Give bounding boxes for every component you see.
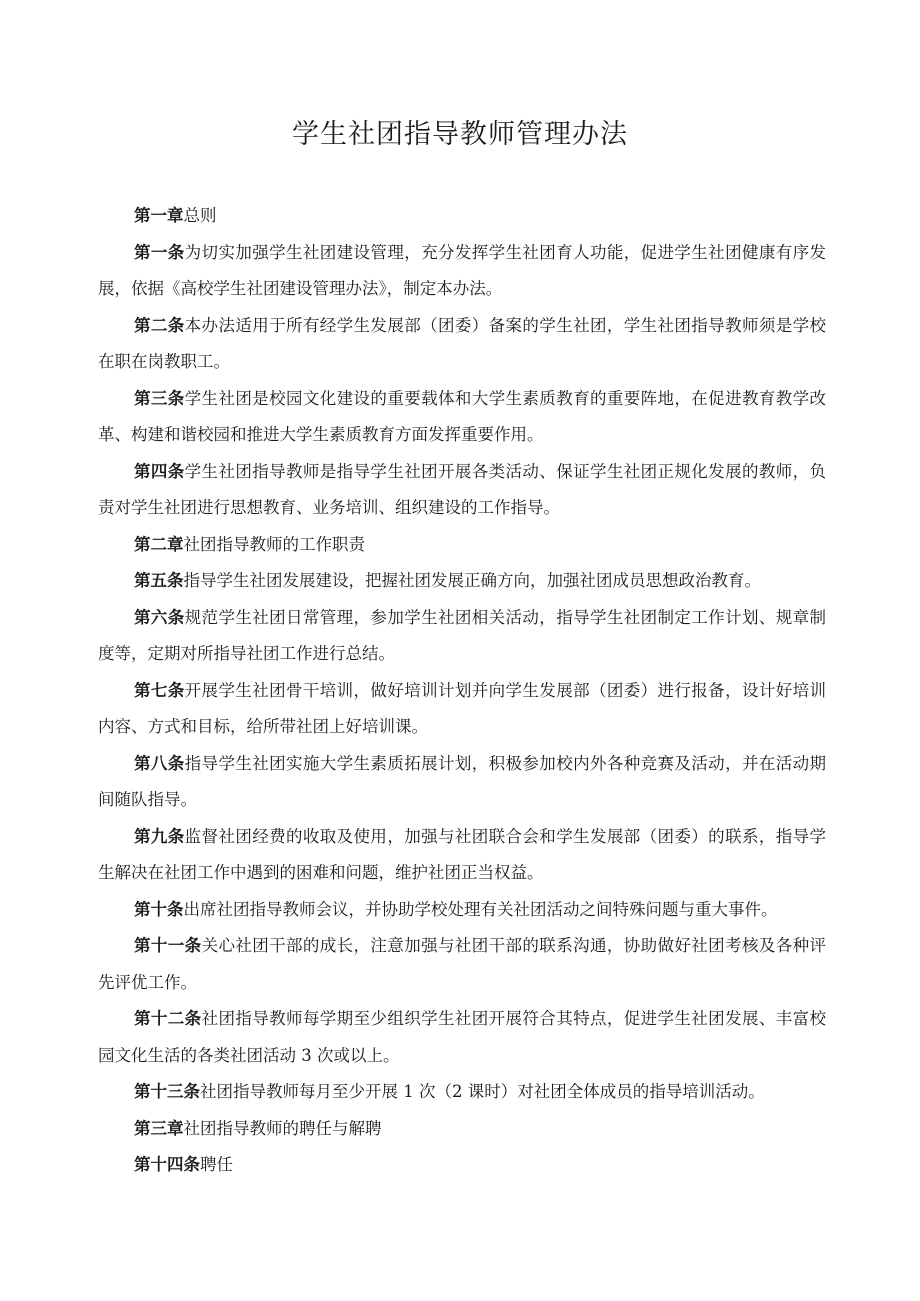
chapter-2-heading [98, 527, 826, 564]
paragraph-text: 开展学生社团骨干培训，做好培训计划并向学生发展部（团委）进行报备，设计好培训内容、方式和目标，给所带社团上好培训课。 [98, 680, 827, 736]
paragraph-text: 总则 [183, 206, 217, 225]
article-4 [98, 454, 826, 527]
paragraph-text: 社团指导教师的聘任与解聘 [183, 1118, 382, 1138]
article-1 [98, 235, 826, 308]
paragraph-text: 社团指导教师每月至少开展 1 次（2 课时）对社团全体成员的指导培训活动。 [200, 1082, 765, 1101]
paragraph-label: 第十二条 [134, 1009, 202, 1028]
paragraph-text: 指导学生社团实施大学生素质拓展计划，积极参加校内外各种竞赛及活动，并在活动期间随队指导。 [98, 753, 827, 809]
article-5 [98, 563, 826, 600]
article-14 [98, 1147, 826, 1184]
article-7 [98, 673, 826, 746]
paragraph-text: 学生社团是校园文化建设的重要载体和大学生素质教育的重要阵地，在促进教育教学改革、构建和谐校园和推进大学生素质教育方面发挥重要作用。 [98, 388, 827, 444]
paragraph-label: 第八条 [134, 753, 185, 773]
article-9 [98, 819, 826, 892]
paragraph-text: 指导学生社团发展建设，把握社团发展正确方向，加强社团成员思想政治教育。 [183, 571, 761, 590]
paragraph-text: 为切实加强学生社团建设管理，充分发挥学生社团育人功能，促进学生社团健康有序发展，依据《高校学生社团建设管理办法》，制定本办法。 [98, 242, 827, 298]
paragraph-text: 规范学生社团日常管理，参加学生社团相关活动，指导学生社团制定工作计划、规章制度等，定期对所指导社团工作进行总结。 [98, 607, 827, 663]
article-13 [98, 1074, 826, 1111]
paragraph-label: 第一条 [134, 242, 185, 262]
paragraph-text: 聘任 [200, 1155, 233, 1174]
paragraph-label: 第二章 [134, 534, 184, 554]
document-body [98, 198, 826, 1184]
paragraph-text: 监督社团经费的收取及使用，加强与社团联合会和学生发展部（团委）的联系，指导学生解决在社团工作中遇到的困难和问题，维护社团正当权益。 [98, 826, 827, 882]
article-11 [98, 928, 826, 1001]
paragraph-text: 社团指导教师的工作职责 [183, 534, 365, 554]
paragraph-label: 第三条 [134, 388, 185, 408]
paragraph-label: 第三章 [134, 1118, 184, 1138]
paragraph-label: 第二条 [134, 315, 185, 335]
article-8 [98, 746, 826, 819]
paragraph-label: 第九条 [134, 826, 185, 846]
paragraph-label: 第六条 [134, 607, 185, 627]
paragraph-label: 第五条 [134, 571, 184, 590]
chapter-3-heading [98, 1111, 826, 1148]
article-10 [98, 892, 826, 929]
paragraph-text: 本办法适用于所有经学生发展部（团委）备案的学生社团，学生社团指导教师须是学校在职在岗教职工。 [98, 315, 827, 371]
article-12 [98, 1001, 826, 1074]
paragraph-label: 第四条 [134, 461, 185, 481]
paragraph-label: 第十条 [134, 899, 184, 919]
chapter-1-heading [98, 198, 826, 235]
paragraph-label: 第十三条 [134, 1082, 200, 1101]
paragraph-label: 第十四条 [134, 1155, 200, 1174]
paragraph-label: 第七条 [134, 680, 185, 700]
article-3 [98, 381, 826, 454]
document-title: 学生社团指导教师管理办法 [292, 119, 628, 150]
paragraph-label: 第十一条 [134, 936, 202, 955]
paragraph-label: 第一章 [134, 206, 184, 225]
article-2 [98, 308, 826, 381]
paragraph-text: 关心社团干部的成长，注意加强与社团干部的联系沟通，协助做好社团考核及各种评先评优工作。 [98, 936, 827, 992]
paragraph-text: 学生社团指导教师是指导学生社团开展各类活动、保证学生社团正规化发展的教师，负责对学生社团进行思想教育、业务培训、组织建设的工作指导。 [98, 461, 827, 517]
paragraph-text: 出席社团指导教师会议，并协助学校处理有关社团活动之间特殊问题与重大事件。 [183, 899, 778, 919]
article-6 [98, 600, 826, 673]
paragraph-text: 社团指导教师每学期至少组织学生社团开展符合其特点，促进学生社团发展、丰富校园文化生活的各类社团活动 3 次或以上。 [98, 1009, 827, 1065]
